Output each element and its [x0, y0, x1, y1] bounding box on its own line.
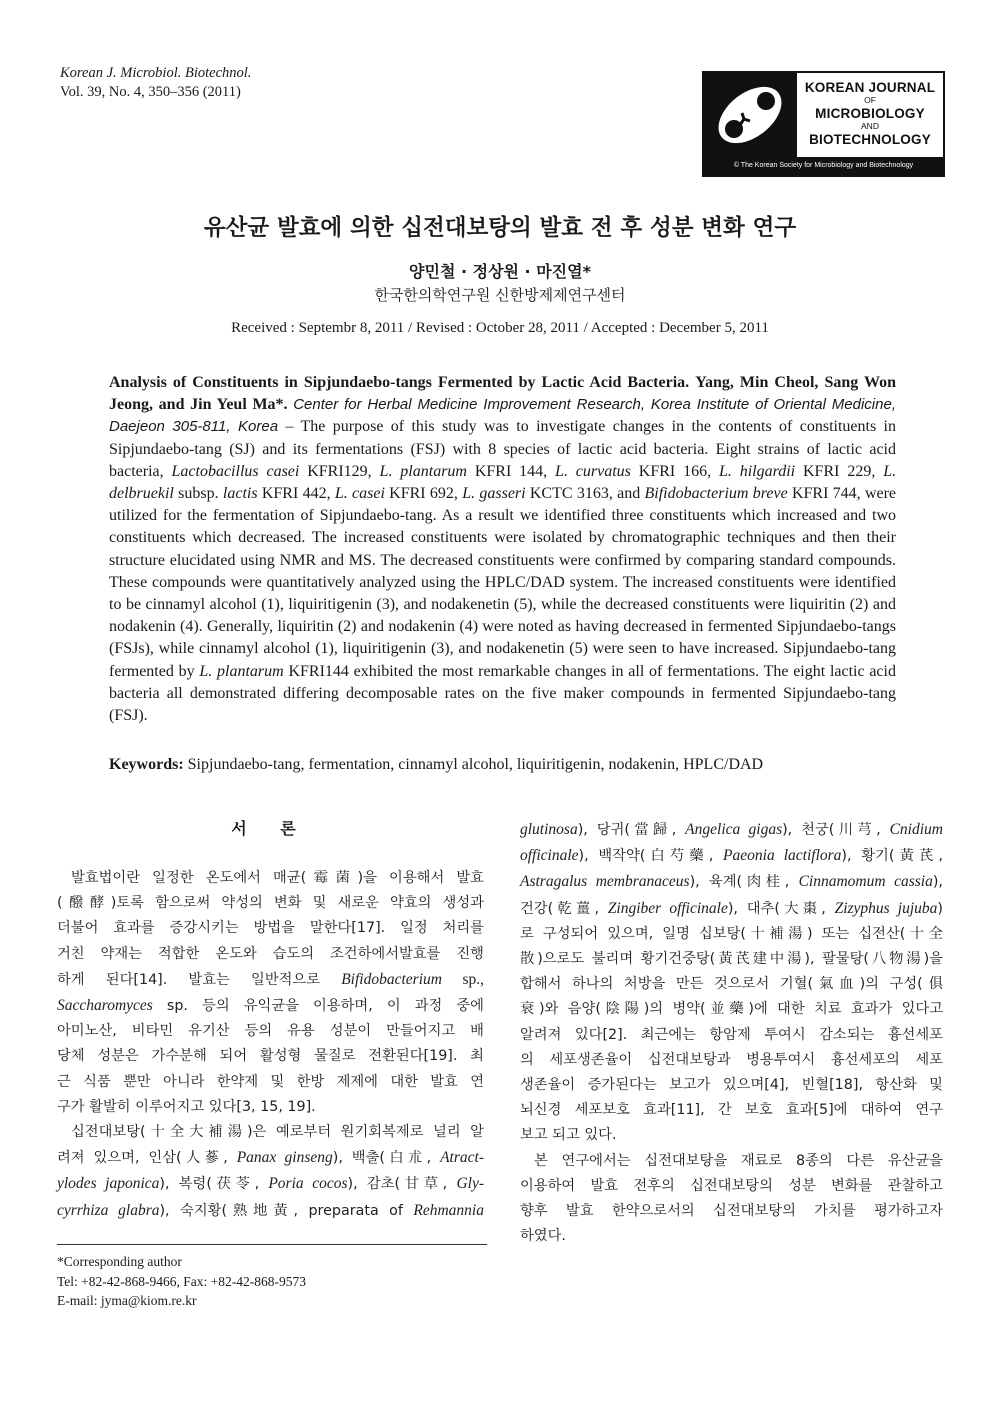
authors: 양민철 · 정상원 · 마진열*	[409, 262, 591, 281]
journal-name: Korean J. Microbiol. Biotechnol.	[60, 65, 252, 81]
abstract-affiliation: Center for Herbal Medicine Improvement Research, Korea Institute of Oriental Medicine, Daejeon 305-811, Korea	[109, 396, 896, 436]
abstract: Analysis of Constituents in Sipjundaebo-tangs Fermented by Lactic Acid Bacteria. Yang, Min Cheol, Sang Won Jeong, and Jin Yeul Ma*. Center for Herbal Medicine Improvement Research, Korea Institute of Oriental Medicine, Daejeon 305-811, Korea – The purpose of this study was to investigate changes in the contents of constituents in Sipjundaebo-tang (SJ) and its fermentations (FSJ) with 8 species of lactic acid bacteria. Eight strains of lactic acid bacteria, Lactobacillus casei KFRI129, L. plantarum KFRI 144, L. curvatus KFRI 166, L. hilgardii KFRI 229, L. delbruekil subsp. lactis KFRI 442, L. casei KFRI 692, L. gasseri KCTC 3163, and Bifidobacterium breve KFRI 744, were utilized for the fermentation of Sipjundaebo-tang. As a result we identified three constituents which increased and two constituents which decreased. The increased constituents were isolated by chromatographic techniques and then their structure elucidated using NMR and MS. The decreased constituents were confirmed by comparing standard compounds. These compounds were quantitatively analyzed using the HPLC/DAD system. The increased constituents were identified to be cinnamyl alcohol (1), liquiritigenin (3), and nodakenetin (5), while the decreased constituents were liquiritin (2) and nodakenin (4). Generally, liquiritin (2) and nodakenin (4) were noted as having decreased in fermented Sipjundaebo-tangs (FSJs), while cinnamyl alcohol (1), liquiritigenin (3), and nodakenetin (5) were seen to have increased. Sipjundaebo-tang fermented by L. plantarum KFRI144 exhibited the most remarkable changes in all of fermentations. The eight lactic acid bacteria all demonstrated differing decomposable rates on the five maker compounds in fermented Sipjundaebo-tang (FSJ).	[109, 374, 897, 725]
abstract-title: Analysis of Constituents in Sipjundaebo-tangs Fermented by Lactic Acid Bacteria.	[109, 374, 690, 391]
section-heading-introduction: 서 론	[231, 819, 310, 838]
corresponding-author: *Corresponding author	[57, 1254, 182, 1269]
keywords	[109, 756, 909, 774]
logo-of: OF	[864, 95, 876, 105]
journal-logo	[702, 71, 945, 177]
logo-line2: MICROBIOLOGY	[815, 106, 925, 121]
body-left-column: 발효법이란 일정한 온도에서 매균(霉菌)을 이용해서 발효 (醱酵)토록 함으로써 약성의 변화 및 새로운 약효의 생성과 더불어 효과를 증강시키는 방법을 말한다[17]. 일정 처리를 거친 약재는 적합한 온도와 습도의 조건하에서발효를 진행 하게 된다[14]. 발효는 일반적으로 Bifidobacterium sp., Saccharomyces sp. 등의 유익균을 이용하며, 이 과정 중에 아미노산, 비타민 유기산 등의 유용 성분이 만들어지고 배 당체 성분은 가수분해 되어 활성형 물질로 전환된다[19]. 최 근 식품 뿐만 아니라 한약제 및 한방 제제에 대한 발효 연 구가 활발히 이루어지고 있다[3, 15, 19]. 십전대보탕(十全大補湯)은 예로부터 원기회복제로 널리 알 려져 있으며, 인삼(人蔘, Panax ginseng), 백출(白朮, Atract- ylodes japonica), 복령(茯苓, Poria cocos), 감초(甘草, Gly- cyrrhiza glabra), 숙지황(熟地黃, preparata of Rehmannia	[57, 870, 484, 1219]
affiliation: 한국한의학연구원 신한방제제연구센터	[374, 286, 626, 304]
paper-title: 유산균 발효에 의한 십전대보탕의 발효 전 후 성분 변화 연구	[203, 215, 797, 241]
keywords-label: Keywords:	[109, 756, 184, 773]
keywords-text: Sipjundaebo-tang, fermentation, cinnamyl alcohol, liquiritigenin, nodakenin, HPLC/DAD	[183, 756, 764, 773]
logo-line3: BIOTECHNOLOGY	[809, 132, 931, 147]
logo-line1: KOREAN JOURNAL	[804, 80, 936, 95]
contact-phone: Tel: +82-42-868-9466, Fax: +82-42-868-9573	[57, 1273, 306, 1289]
contact-email: E-mail: jyma@kiom.re.kr	[57, 1293, 197, 1308]
journal-reference	[60, 64, 251, 102]
body-right-column: glutinosa), 당귀(當歸, Angelica gigas), 천궁(川芎, Cnidium officinale), 백작약(白芍藥, Paeonia lactiflora), 황기(黃芪, Astragalus membranaceus), 육계(肉桂, Cinnamomum cassia), 건강(乾薑, Zingiber officinale), 대추(大棗, Zizyphus jujuba) 로 구성되어 있으며, 일명 십보탕(十補湯) 또는 십전산(十全 散)으로도 불리며 황기건중탕(黃芪建中湯), 팔물탕(八物湯)을 합해서 하나의 처방을 만든 것으로서 기혈(氣血)의 구성(俱 衰)와 음양(陰陽)의 병약(並藥)에 대한 치료 효과가 있다고 알려져 있다[2]. 최근에는 항암제 투여시 감소되는 흉선세포 의 세포생존율이 십전대보탕과 병용투여시 흉선세포의 세포 생존율이 증가된다는 보고가 있으며[4], 빈혈[18], 항산화 및 뇌신경 세포보호 효과[11], 간 보호 효과[5]에 대하여 연구 보고 되고 있다. 본 연구에서는 십전대보탕을 재료로 8종의 다른 유산균을 이용하여 발효 전후의 십전대보탕의 성분 변화를 관찰하고 향후 발효 한약으로서의 십전대보탕의 가치를 평가하고자 하였다.	[520, 821, 943, 1245]
logo-and: AND	[861, 121, 879, 131]
received-dates: Received : Septembr 8, 2011 / Revised : October 28, 2011 / Accepted : December 5, 2011	[231, 320, 769, 336]
footnote-rule	[57, 1244, 487, 1245]
logo-footer: © The Korean Society for Microbiology and Biotechnology	[704, 157, 943, 175]
microbe-logo-icon	[704, 73, 797, 157]
volume-info: Vol. 39, No. 4, 350–356 (2011)	[60, 84, 241, 100]
abstract-authors: Yang, Min Cheol, Sang Won Jeong, and Jin Yeul Ma*.	[109, 374, 897, 414]
footnote	[57, 1252, 306, 1311]
